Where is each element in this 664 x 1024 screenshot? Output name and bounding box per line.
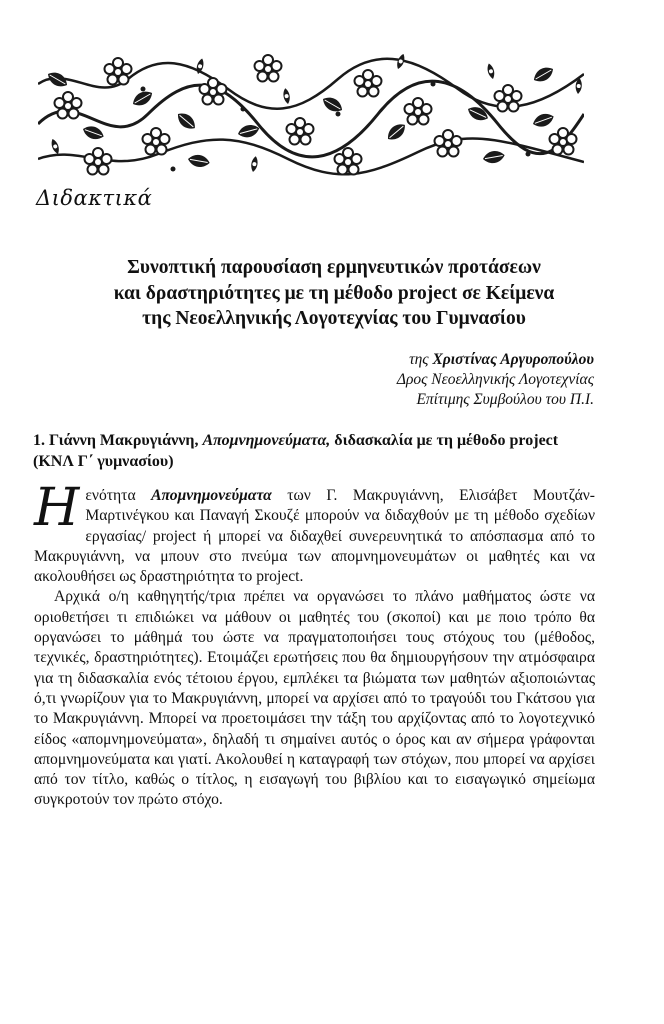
section-heading <box>33 430 593 472</box>
drop-cap: Η <box>34 478 80 538</box>
paragraph-1-pre: ενότητα <box>85 487 152 504</box>
article-title <box>40 255 628 332</box>
author-byline <box>397 350 594 410</box>
author-role-1: Δρος Νεοελληνικής Λογοτεχνίας <box>396 371 594 388</box>
title-line-2: και δραστηριότητες με τη μέθοδο project σε Κείμενα <box>113 282 555 304</box>
author-prefix: της <box>409 351 433 368</box>
section-label: Διδακτικά <box>36 186 153 210</box>
author-role-2: Επίτιμης Συμβούλου του Π.Ι. <box>416 391 594 408</box>
paragraph-1 <box>34 478 595 587</box>
article-body <box>34 478 595 811</box>
heading-rest: διδασκαλία με τη μέθοδο project (ΚΝΛ Γ΄ γυμνασίου) <box>33 432 559 470</box>
paragraph-1-text: των Γ. Μακρυγιάννη, Ελισάβετ Μουτζάν-Μαρτινέγκου και Παναγή Σκουζέ μπορούν να διδαχθούν με τη μέθοδο σχεδίων εργασίας/ project ή μπορεί να διδαχθεί συνερευνητικά το απόσπασμα από το Μακρυγιάννη, να μπουν στο πνεύμα των απομνημονευμάτων οι μαθητές και να ακολουθήσει ως δραστηριότητα το project. <box>34 487 595 586</box>
paragraph-2: Αρχικά ο/η καθηγητής/τρια πρέπει να οργανώσει το πλάνο μαθήματος ώστε να οριοθετήσει τι επιδιώκει να μάθουν οι μαθητές του (σκοποί) και με ποιο τρόπο θα οργανώσει το μάθημά του ώστε να πραγματοποιήσει τους στόχους του (μέθοδος, τεχνικές, δραστηριότητες). Ετοιμάζει ερωτήσεις που θα δημιουργήσουν την ατμόσφαιρα για τη διδασκαλία ενός τέτοιου έργου, εμπλέκει τα βιώματα των μαθητών αξιοποιώντας ό,τι γνωρίζουν για το Μακρυγιάννη, μπορεί να αρχίσει από το τραγούδι του Γκάτσου για το Μακρυγιάννη. Μπορεί να προετοιμάσει την τάξη του αρχίζοντας από το λογοτεχνικό είδος «απομνημονεύματα», δηλαδή τι σημαίνει αυτός ο όρος και αν σήμερα γράφονται απομνημονεύματα και γιατί. Ακολουθεί η καταγραφή των στόχων, που μπορεί να αρχίσει από τον τίτλο, καθώς ο τίτλος, η εισαγωγή του βιβλίου και το εισαγωγικό σημείωμα συγκροτούν τον πρώτο στόχο. <box>34 588 595 809</box>
paragraph-1-work-title: Απομνημονεύματα <box>151 487 272 504</box>
heading-work-title: Απομνημονεύματα, <box>202 432 331 449</box>
floral-ornament-banner <box>38 54 584 178</box>
author-name: Χριστίνας Αργυροπούλου <box>432 351 594 368</box>
title-line-3: της Νεοελληνικής Λογοτεχνίας του Γυμνασίου <box>142 308 526 329</box>
author-line <box>397 350 594 370</box>
heading-number: 1. Γιάννη Μακρυγιάννη, <box>33 432 203 449</box>
title-line-1: Συνοπτική παρουσίαση ερμηνευτικών προτάσεων <box>127 257 541 278</box>
